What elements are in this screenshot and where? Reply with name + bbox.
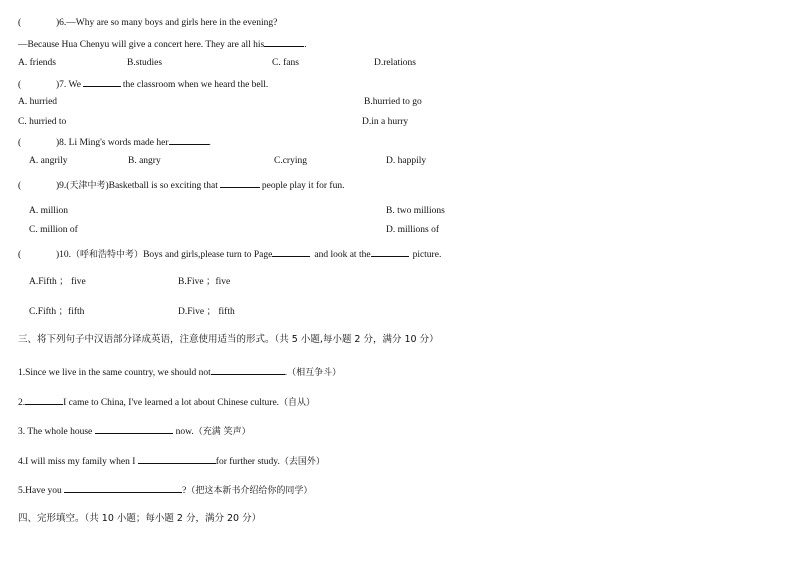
q7-answer-paren[interactable]: ( (18, 80, 22, 90)
q9-option-d[interactable]: D. millions of (386, 225, 440, 235)
s3-item-5-hint: （把这本新书介绍给你的同学） (186, 486, 313, 496)
q8-answer-paren[interactable]: ( (18, 138, 22, 148)
q7-option-a[interactable]: A. hurried (18, 97, 58, 107)
s3-item-2 (18, 395, 315, 409)
q6-option-b[interactable]: B.studies (127, 58, 163, 68)
q10-option-a[interactable]: A.Fifth ； five (29, 277, 86, 287)
s3-item-2-blank[interactable] (25, 395, 63, 405)
q6-blank[interactable] (264, 37, 304, 47)
q10-option-d[interactable]: D.Five ； fifth (178, 307, 235, 317)
section3-heading: 三、将下列句子中汉语部分译成英语，注意使用适当的形式。（共 5 小题,每小题 2 分，满分 10 分） (18, 334, 439, 345)
s3-item-5-text: 5.Have you (18, 486, 62, 496)
q10-answer-paren[interactable]: ( (18, 250, 22, 260)
s3-item-1-blank[interactable] (211, 365, 285, 375)
q10-number: )10. (56, 250, 72, 260)
q7-blank[interactable] (83, 77, 121, 87)
q9-answer-paren[interactable]: ( (18, 181, 22, 191)
q9-question-end: people play it for fun. (261, 181, 345, 191)
s3-item-1-text: 1.Since we live in the same country, we should not (18, 368, 211, 378)
q9-question-text: )Basketball is so exciting that (105, 181, 218, 191)
q9-blank[interactable] (220, 178, 260, 188)
q10-source-tag: （呼和浩特中考） (71, 250, 144, 260)
q10-blank-1[interactable] (272, 247, 310, 257)
s3-item-4-hint: （去国外） (279, 457, 325, 467)
q10-blank-2[interactable] (371, 247, 409, 257)
q10-question-end: picture. (412, 250, 442, 260)
q10-option-b[interactable]: B.Five ；five (178, 277, 231, 287)
s3-item-2-hint: （自从） (279, 398, 316, 408)
q10-stem (18, 247, 441, 261)
q9-option-a[interactable]: A. million (29, 206, 69, 216)
q10-question-mid: and look at the (314, 250, 371, 260)
q6-line2 (18, 37, 307, 51)
q6-option-d[interactable]: D.relations (374, 58, 416, 68)
q7-option-c[interactable]: C. hurried to (18, 117, 67, 127)
q9-stem (18, 178, 344, 192)
q9-source-tag: 天津中考 (69, 181, 106, 191)
q6-question-text: )6.—Why are so many boys and girls here in the evening? (56, 18, 278, 28)
q7-option-b[interactable]: B.hurried to go (364, 97, 422, 107)
s3-item-3-hint: （充满 笑声） (193, 427, 251, 437)
q7-option-d[interactable]: D.in a hurry (362, 117, 409, 127)
s3-item-4 (18, 454, 325, 468)
s3-item-1-end: . (284, 368, 288, 378)
q9-option-c[interactable]: C. million of (29, 225, 78, 235)
s3-item-5-blank[interactable] (64, 483, 182, 493)
q6-answer-paren[interactable]: ( (18, 18, 22, 28)
s3-item-2-number: 2. (18, 398, 26, 408)
s3-item-3-blank[interactable] (95, 424, 173, 434)
q7-stem (18, 77, 268, 91)
q8-stem (18, 135, 211, 149)
section4-heading: 四、完形填空。（共 10 小题；每小题 2 分，满分 20 分） (18, 513, 262, 524)
q8-question-end: . (208, 138, 211, 148)
s3-item-1-hint: （相互争斗） (287, 368, 342, 378)
q8-option-a[interactable]: A. angrily (29, 156, 68, 166)
q6-line2-end: . (304, 40, 307, 50)
s3-item-3-end: now. (175, 427, 194, 437)
s3-item-2-text: I came to China, I've learned a lot about Chinese culture. (63, 398, 280, 408)
s3-item-4-end: for further study. (215, 457, 280, 467)
q8-blank[interactable] (169, 135, 209, 145)
q10-question-text: Boys and girls,please turn to Page (143, 250, 273, 260)
q10-option-c[interactable]: C.Fifth ；fifth (29, 307, 85, 317)
s3-item-4-text: 4.I will miss my family when I (18, 457, 136, 467)
s3-item-5-end: ? (182, 486, 187, 496)
q9-number: )9.( (56, 181, 70, 191)
q6-option-c[interactable]: C. fans (272, 58, 299, 68)
s3-item-1 (18, 365, 341, 379)
q6-line2-text: —Because Hua Chenyu will give a concert here. They are all his (18, 40, 265, 50)
q8-question-text: )8. Li Ming's words made her (56, 138, 169, 148)
q8-option-c[interactable]: C.crying (274, 156, 307, 166)
q8-option-d[interactable]: D. happily (386, 156, 427, 166)
s3-item-3 (18, 424, 251, 438)
q7-question-end: the classroom when we heard the bell. (122, 80, 269, 90)
q7-question-text: )7. We (56, 80, 81, 90)
s3-item-4-blank[interactable] (138, 454, 216, 464)
s3-item-3-text: 3. The whole house (18, 427, 93, 437)
q6-option-a[interactable]: A. friends (18, 58, 56, 68)
q6-stem (18, 17, 277, 29)
q8-option-b[interactable]: B. angry (128, 156, 161, 166)
q9-option-b[interactable]: B. two millions (386, 206, 445, 216)
s3-item-5 (18, 483, 312, 497)
